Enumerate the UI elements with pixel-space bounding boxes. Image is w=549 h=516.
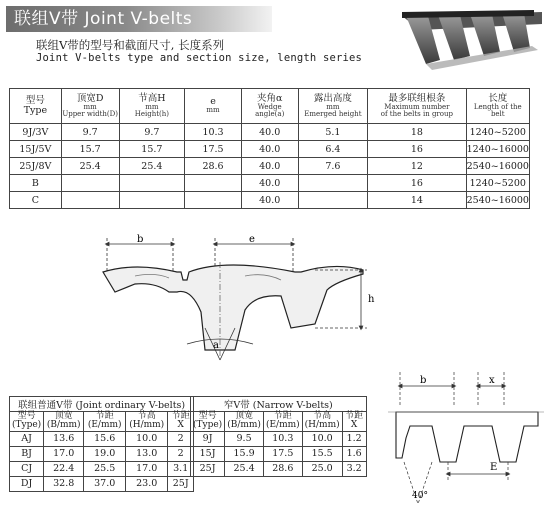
table-cell: 28.6 — [263, 461, 302, 476]
table-cell: 25.4 — [225, 461, 264, 476]
table-cell — [61, 175, 119, 192]
column-header: 型号 (Type) — [191, 412, 225, 432]
table-cell: 40.0 — [241, 124, 298, 141]
table-cell: 1240~5200 — [466, 175, 529, 192]
table-cell: 17.0 — [126, 461, 168, 476]
dimension-label-h: h — [368, 294, 375, 305]
table-cell: 9.7 — [119, 124, 185, 141]
table-cell — [119, 192, 185, 209]
table-title-row — [10, 397, 194, 412]
table-cell: 17.0 — [44, 446, 84, 461]
table-cell: 9.5 — [225, 431, 264, 446]
table-cell: 23.0 — [126, 476, 168, 491]
table-header-row — [10, 89, 530, 124]
page-title: 联组V带 Joint V-belts — [6, 6, 272, 32]
table-cell: 37.0 — [84, 476, 126, 491]
table-cell: 6.4 — [298, 141, 368, 158]
table-cell: 5.1 — [298, 124, 368, 141]
table-cell — [185, 175, 242, 192]
table-cell: 7.6 — [298, 158, 368, 175]
table-row — [10, 461, 194, 476]
column-header: 节高 (H/mm) — [302, 412, 342, 432]
table-cell: 1.2 — [342, 431, 366, 446]
table-cell: 15.7 — [119, 141, 185, 158]
table-cell — [119, 175, 185, 192]
table-cell: 9J — [191, 431, 225, 446]
table-title-row — [191, 397, 367, 412]
column-header: 节距 (E/mm) — [263, 412, 302, 432]
dimension-label-angle: 40° — [412, 491, 428, 501]
table-cell: 2 — [168, 446, 194, 461]
table-cell: CJ — [10, 461, 44, 476]
table-cell: 22.4 — [44, 461, 84, 476]
table-row — [191, 431, 367, 446]
table-cell: 16 — [368, 141, 466, 158]
table-cell: DJ — [10, 476, 44, 491]
table-cell: 17.5 — [185, 141, 242, 158]
column-header-emerged-height: 露出高度 mm Emerged height — [298, 89, 368, 124]
table-cell — [61, 192, 119, 209]
column-header-length: 长度 Length of the belt — [466, 89, 529, 124]
table-cell: 25J/8V — [10, 158, 62, 175]
column-header-max-belts: 最多联组根条 Maximum number of the belts in group — [368, 89, 466, 124]
table-row — [191, 446, 367, 461]
table-cell: 15.7 — [61, 141, 119, 158]
table-cell — [298, 192, 368, 209]
belt-profile-diagram — [378, 366, 546, 512]
belt-cross-section-diagram — [95, 232, 385, 362]
column-header-upper-width: 顶宽D mm Upper width(D) — [61, 89, 119, 124]
column-header: 节距 (E/mm) — [84, 412, 126, 432]
table-cell — [298, 175, 368, 192]
table-cell: 14 — [368, 192, 466, 209]
dimension-label-e: e — [249, 234, 255, 245]
ordinary-vbelt-table — [9, 396, 194, 492]
table-cell: 25.4 — [61, 158, 119, 175]
table-cell — [185, 192, 242, 209]
table-cell: 1240~16000 — [466, 141, 529, 158]
table-cell: 2540~16000 — [466, 158, 529, 175]
table-cell: 10.3 — [185, 124, 242, 141]
table-cell: 10.0 — [126, 431, 168, 446]
table-cell: 2 — [168, 431, 194, 446]
table-cell: 32.8 — [44, 476, 84, 491]
table-cell: 18 — [368, 124, 466, 141]
column-header: 顶宽 (B/mm) — [225, 412, 264, 432]
table-cell: 15.9 — [225, 446, 264, 461]
column-header: 型号 (Type) — [10, 412, 44, 432]
table-cell: 1.6 — [342, 446, 366, 461]
table-cell: 40.0 — [241, 158, 298, 175]
table-header-row — [10, 412, 194, 432]
table-cell: 3.2 — [342, 461, 366, 476]
column-header-wedge-angle: 夹角α Wedge angle(a) — [241, 89, 298, 124]
table-cell: 19.0 — [84, 446, 126, 461]
narrow-table-title: 窄V带 (Narrow V-belts) — [191, 397, 367, 412]
table-cell: AJ — [10, 431, 44, 446]
belt-product-image — [392, 2, 542, 72]
column-header: 节高 (H/mm) — [126, 412, 168, 432]
table-cell: 12 — [368, 158, 466, 175]
table-cell: 10.0 — [302, 431, 342, 446]
table-row — [10, 175, 530, 192]
table-row — [10, 431, 194, 446]
table-cell: 25.4 — [119, 158, 185, 175]
table-row — [10, 446, 194, 461]
column-header: 顶宽 (B/mm) — [44, 412, 84, 432]
table-cell: C — [10, 192, 62, 209]
column-header: 节距 X — [168, 412, 194, 432]
table-cell: BJ — [10, 446, 44, 461]
table-cell: 15.5 — [302, 446, 342, 461]
table-cell: B — [10, 175, 62, 192]
table-cell: 25J — [168, 476, 194, 491]
table-header-row — [191, 412, 367, 432]
dimension-label-b-small: b — [420, 375, 427, 386]
table-cell: 3.1 — [168, 461, 194, 476]
table-cell: 16 — [368, 175, 466, 192]
joint-vbelt-spec-table — [9, 88, 530, 209]
dimension-label-a: a — [213, 340, 219, 351]
table-cell: 28.6 — [185, 158, 242, 175]
table-row — [191, 461, 367, 476]
column-header-e: e mm — [185, 89, 242, 124]
table-cell: 15J/5V — [10, 141, 62, 158]
table-row — [10, 141, 530, 158]
table-cell: 25.5 — [84, 461, 126, 476]
column-header: 节距 X — [342, 412, 366, 432]
subtitle-english: Joint V-belts type and section size, length series — [36, 52, 363, 64]
table-row — [10, 192, 530, 209]
column-header-type: 型号 Type — [10, 89, 62, 124]
table-cell: 40.0 — [241, 175, 298, 192]
table-row — [10, 124, 530, 141]
table-cell: 9J/3V — [10, 124, 62, 141]
narrow-vbelt-table — [190, 396, 367, 477]
table-cell: 13.0 — [126, 446, 168, 461]
dimension-label-E: E — [490, 462, 498, 473]
table-cell: 1240~5200 — [466, 124, 529, 141]
table-row — [10, 158, 530, 175]
table-cell: 9.7 — [61, 124, 119, 141]
table-row — [10, 476, 194, 491]
table-cell: 40.0 — [241, 141, 298, 158]
table-cell: 40.0 — [241, 192, 298, 209]
ordinary-table-title: 联组普通V带 (Joint ordinary V-belts) — [10, 397, 194, 412]
table-cell: 15J — [191, 446, 225, 461]
table-cell: 15.6 — [84, 431, 126, 446]
table-cell: 10.3 — [263, 431, 302, 446]
subtitle-chinese: 联组V带的型号和截面尺寸, 长度系列 — [36, 38, 225, 52]
table-cell: 25.0 — [302, 461, 342, 476]
dimension-label-b: b — [137, 234, 144, 245]
table-cell: 13.6 — [44, 431, 84, 446]
column-header-height: 节高H mm Height(h) — [119, 89, 185, 124]
table-cell: 17.5 — [263, 446, 302, 461]
table-cell: 25J — [191, 461, 225, 476]
dimension-label-x: x — [489, 375, 495, 386]
table-cell: 2540~16000 — [466, 192, 529, 209]
